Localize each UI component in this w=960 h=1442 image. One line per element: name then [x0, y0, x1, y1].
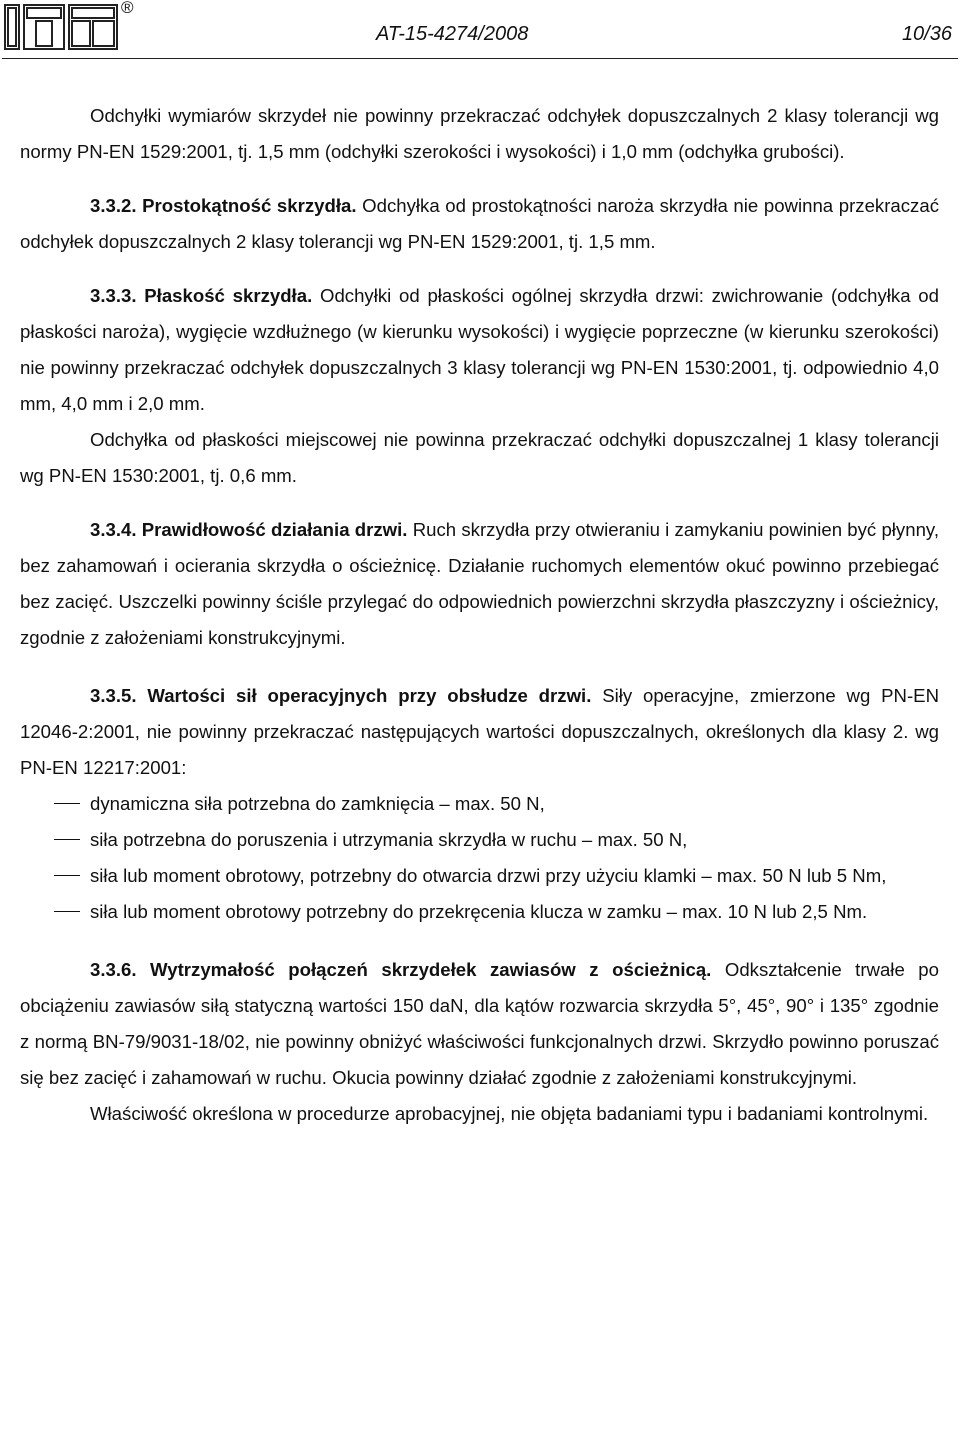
registered-mark: ®	[121, 0, 134, 17]
section-text: Odchyłka od prostokątności naroża skrzydła nie powinna przekraczać odchyłek dopuszczalnych 2 klasy tolerancji wg PN-EN 1529:2001, tj. 1,5 mm.	[20, 195, 939, 252]
section-heading: 3.3.6. Wytrzymałość połączeń skrzydełek zawiasów z ościeżnicą.	[90, 959, 712, 980]
header-rule	[2, 58, 958, 59]
dash-bullet	[54, 803, 80, 804]
section-3-3-3	[20, 278, 939, 422]
dash-bullet	[54, 839, 80, 840]
section-text: Ruch skrzydła przy otwieraniu i zamykaniu powinien być płynny, bez zahamowań i ocierania skrzydła o ościeżnicę. Działanie ruchomych elementów okuć powinno przebiegać bez zacięć. Uszczelki powinny ściśle przylegać do odpowiednich powierzchni skrzydła płaszczyzny i ościeżnicy, zgodnie z założeniami konstrukcyjnymi.	[20, 519, 939, 648]
document-id: AT-15-4274/2008	[376, 23, 529, 45]
itb-logo	[4, 4, 120, 52]
section-heading: 3.3.5. Wartości sił operacyjnych przy obsłudze drzwi.	[90, 685, 592, 706]
section-3-3-6	[20, 952, 939, 1096]
section-3-3-5	[20, 678, 939, 786]
dash-bullet	[54, 875, 80, 876]
operating-forces-list	[20, 786, 939, 930]
paragraph-wing-dimensions: Odchyłki wymiarów skrzydeł nie powinny przekraczać odchyłek dopuszczalnych 2 klasy tolerancji wg normy PN-EN 1529:2001, tj. 1,5 mm (odchyłki szerokości i wysokości) i 1,0 mm (odchyłka grubości).	[20, 105, 939, 162]
section-heading: 3.3.3. Płaskość skrzydła.	[90, 285, 313, 306]
section-3-3-4	[20, 512, 939, 656]
list-item: siła lub moment obrotowy potrzebny do przekręcenia klucza w zamku – max. 10 N lub 2,5 Nm.	[20, 894, 939, 930]
list-item: siła potrzebna do poruszenia i utrzymania skrzydła w ruchu – max. 50 N,	[20, 822, 939, 858]
list-item: siła lub moment obrotowy, potrzebny do otwarcia drzwi przy użyciu klamki – max. 50 N lub 5 Nm,	[20, 858, 939, 894]
section-text: Siły operacyjne, zmierzone wg PN-EN 12046-2:2001, nie powinny przekraczać następujących wartości dopuszczalnych, określonych dla klasy 2. wg PN-EN 12217:2001:	[20, 685, 939, 778]
document-body	[20, 98, 939, 1132]
section-heading: 3.3.4. Prawidłowość działania drzwi.	[90, 519, 408, 540]
section-3-3-2	[20, 188, 939, 260]
paragraph-local-flatness: Odchyłka od płaskości miejscowej nie powinna przekraczać odchyłki dopuszczalnej 1 klasy tolerancji wg PN-EN 1530:2001, tj. 0,6 mm.	[20, 429, 939, 486]
page-number: 10/36	[901, 23, 952, 45]
list-item: dynamiczna siła potrzebna do zamknięcia – max. 50 N,	[20, 786, 939, 822]
paragraph-approval-note: Właściwość określona w procedurze aprobacyjnej, nie objęta badaniami typu i badaniami kontrolnymi.	[90, 1103, 929, 1124]
section-heading: 3.3.2. Prostokątność skrzydła.	[90, 195, 357, 216]
dash-bullet	[54, 911, 80, 912]
page-header	[0, 0, 960, 62]
section-text: Odchyłki od płaskości ogólnej skrzydła drzwi: zwichrowanie (odchyłka od płaskości naroża), wygięcie wzdłużnego (w kierunku wysokości) i wygięcie poprzeczne (w kierunku szerokości) nie powinny przekraczać odchyłek dopuszczalnych 3 klasy tolerancji wg PN-EN 1530:2001, tj. odpowiednio 4,0 mm, 4,0 mm i 2,0 mm.	[20, 285, 939, 414]
section-text: Odkształcenie trwałe po obciążeniu zawiasów siłą statyczną wartości 150 daN, dla kątów rozwarcia skrzydła 5°, 45°, 90° i 135° zgodnie z normą BN-79/9031-18/02, nie powinny obniżyć właściwości funkcjonalnych drzwi. Skrzydło powinno poruszać się bez zacięć i zahamowań w ruchu. Okucia powinny działać zgodnie z założeniami konstrukcyjnymi.	[20, 959, 939, 1088]
